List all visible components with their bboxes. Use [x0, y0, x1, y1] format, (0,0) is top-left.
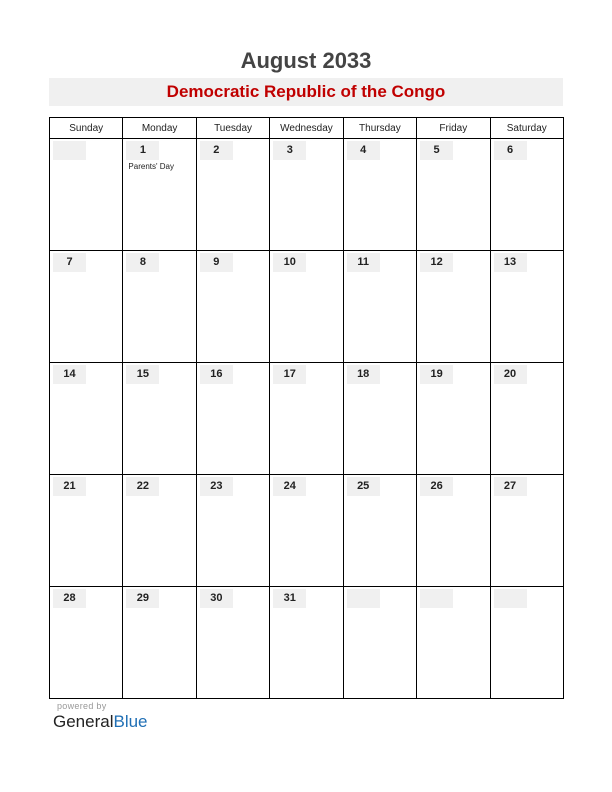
weekday-header: Wednesday [270, 118, 343, 139]
day-number: 21 [53, 477, 86, 496]
day-cell[interactable] [270, 251, 343, 363]
country-title: Democratic Republic of the Congo [49, 78, 563, 106]
brand-blue: Blue [113, 712, 148, 731]
day-cell[interactable] [50, 251, 123, 363]
day-cell[interactable] [343, 251, 416, 363]
day-cell[interactable] [417, 475, 490, 587]
day-cell[interactable] [196, 251, 269, 363]
day-number: 18 [347, 365, 380, 384]
calendar-grid [49, 117, 564, 699]
week-row [50, 587, 564, 699]
weekday-header: Thursday [343, 118, 416, 139]
day-cell[interactable] [196, 363, 269, 475]
week-row [50, 363, 564, 475]
day-cell[interactable] [123, 251, 196, 363]
weekday-header: Friday [417, 118, 490, 139]
day-cell[interactable] [343, 587, 416, 699]
weekday-header: Tuesday [196, 118, 269, 139]
day-number: 9 [200, 253, 233, 272]
day-number: 28 [53, 589, 86, 608]
day-number: 11 [347, 253, 380, 272]
day-cell[interactable] [50, 363, 123, 475]
day-cell[interactable] [50, 587, 123, 699]
day-cell[interactable] [196, 475, 269, 587]
day-cell[interactable] [123, 587, 196, 699]
day-number: 4 [347, 141, 380, 160]
day-number: 27 [494, 477, 527, 496]
month-title: August 2033 [240, 48, 372, 73]
day-number: 1 [126, 141, 159, 160]
brand-logo[interactable] [53, 712, 148, 732]
day-cell[interactable] [490, 475, 563, 587]
day-cell[interactable] [50, 475, 123, 587]
weekday-header: Monday [123, 118, 196, 139]
holiday-label: Parents' Day [128, 162, 174, 171]
day-number [347, 589, 380, 608]
powered-by-label: powered by [57, 701, 107, 711]
day-number: 10 [273, 253, 306, 272]
day-number: 12 [420, 253, 453, 272]
day-number: 6 [494, 141, 527, 160]
day-number: 17 [273, 365, 306, 384]
day-number: 29 [126, 589, 159, 608]
day-number: 26 [420, 477, 453, 496]
day-cell[interactable] [490, 251, 563, 363]
day-cell[interactable] [417, 251, 490, 363]
day-number: 31 [273, 589, 306, 608]
day-number: 2 [200, 141, 233, 160]
day-number: 16 [200, 365, 233, 384]
week-row [50, 475, 564, 587]
day-cell[interactable] [270, 475, 343, 587]
day-cell[interactable] [196, 139, 269, 251]
week-row [50, 139, 564, 251]
day-cell[interactable] [417, 139, 490, 251]
day-cell[interactable] [417, 587, 490, 699]
day-number: 14 [53, 365, 86, 384]
day-cell[interactable] [123, 139, 196, 251]
day-cell[interactable] [417, 363, 490, 475]
day-number: 19 [420, 365, 453, 384]
day-cell[interactable] [490, 363, 563, 475]
day-cell[interactable] [196, 587, 269, 699]
day-cell[interactable] [270, 363, 343, 475]
day-cell[interactable] [343, 139, 416, 251]
day-cell[interactable] [50, 139, 123, 251]
day-cell[interactable] [270, 139, 343, 251]
day-number: 3 [273, 141, 306, 160]
day-number: 30 [200, 589, 233, 608]
day-cell[interactable] [343, 363, 416, 475]
day-number: 25 [347, 477, 380, 496]
day-number: 8 [126, 253, 159, 272]
weekday-header-row [50, 118, 564, 139]
brand-general: General [53, 712, 114, 731]
day-number: 24 [273, 477, 306, 496]
day-number: 22 [126, 477, 159, 496]
day-number: 5 [420, 141, 453, 160]
week-row [50, 251, 564, 363]
day-number: 13 [494, 253, 527, 272]
day-cell[interactable] [490, 139, 563, 251]
weekday-header: Saturday [490, 118, 563, 139]
day-cell[interactable] [123, 363, 196, 475]
day-number: 15 [126, 365, 159, 384]
day-number [494, 589, 527, 608]
day-number [53, 141, 86, 160]
day-cell[interactable] [343, 475, 416, 587]
day-cell[interactable] [490, 587, 563, 699]
day-cell[interactable] [270, 587, 343, 699]
day-number: 23 [200, 477, 233, 496]
day-number [420, 589, 453, 608]
day-number: 7 [53, 253, 86, 272]
day-cell[interactable] [123, 475, 196, 587]
day-number: 20 [494, 365, 527, 384]
weekday-header: Sunday [50, 118, 123, 139]
